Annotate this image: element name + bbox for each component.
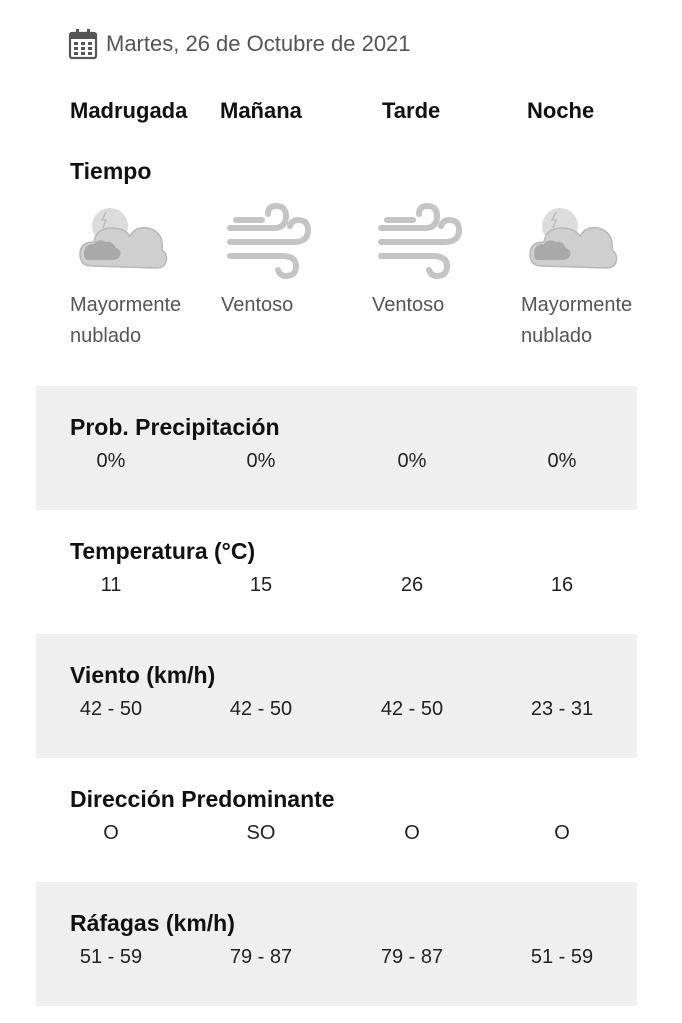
wind-value: 23 - 31	[530, 698, 594, 720]
desc-line: Mayormente	[70, 294, 182, 316]
wind-row	[36, 634, 637, 758]
mostly-cloudy-icon	[522, 198, 622, 280]
precipitation-row	[36, 386, 637, 510]
gusts-value: 51 - 59	[530, 946, 594, 968]
temperature-row	[36, 510, 637, 634]
precipitation-value: 0%	[397, 450, 427, 472]
direction-value: O	[103, 822, 119, 844]
precipitation-value: 0%	[547, 450, 577, 472]
date-label: Martes, 26 de Octubre de 2021	[106, 31, 411, 56]
temperature-value: 16	[550, 574, 574, 596]
precipitation-value: 0%	[246, 450, 276, 472]
period-header-row	[0, 98, 682, 130]
wind-value: 42 - 50	[79, 698, 143, 720]
wind-icon	[373, 198, 473, 280]
wind-title: Viento (km/h)	[70, 662, 216, 688]
weather-desc-noche	[521, 290, 661, 352]
weather-title: Tiempo	[70, 158, 152, 184]
direction-value: SO	[246, 822, 276, 844]
temperature-value: 15	[249, 574, 273, 596]
desc-line: Ventoso	[372, 294, 445, 316]
weather-desc-tarde	[372, 290, 512, 321]
date-header	[68, 28, 411, 60]
desc-line: Ventoso	[221, 294, 294, 316]
desc-line: nublado	[521, 325, 593, 347]
period-manana: Mañana	[220, 98, 302, 123]
temperature-value: 26	[400, 574, 424, 596]
precipitation-title: Prob. Precipitación	[70, 414, 280, 440]
wind-value: 42 - 50	[229, 698, 293, 720]
direction-value: O	[554, 822, 570, 844]
weather-desc-madrugada	[70, 290, 210, 352]
direction-title: Dirección Predominante	[70, 786, 335, 812]
period-madrugada: Madrugada	[70, 98, 188, 123]
gusts-row	[36, 882, 637, 1006]
gusts-value: 79 - 87	[380, 946, 444, 968]
period-tarde: Tarde	[382, 98, 441, 123]
temperature-title: Temperatura (°C)	[70, 538, 256, 564]
direction-row	[36, 758, 637, 882]
period-noche: Noche	[527, 98, 595, 123]
gusts-title: Ráfagas (km/h)	[70, 910, 235, 936]
temperature-value: 11	[100, 574, 122, 596]
weather-desc-manana	[221, 290, 361, 321]
wind-icon	[222, 198, 322, 280]
calendar-icon	[68, 28, 98, 60]
desc-line: nublado	[70, 325, 142, 347]
precipitation-value: 0%	[96, 450, 126, 472]
direction-value: O	[404, 822, 420, 844]
desc-line: Mayormente	[521, 294, 633, 316]
gusts-value: 51 - 59	[79, 946, 143, 968]
gusts-value: 79 - 87	[229, 946, 293, 968]
mostly-cloudy-icon	[72, 198, 172, 280]
wind-value: 42 - 50	[380, 698, 444, 720]
